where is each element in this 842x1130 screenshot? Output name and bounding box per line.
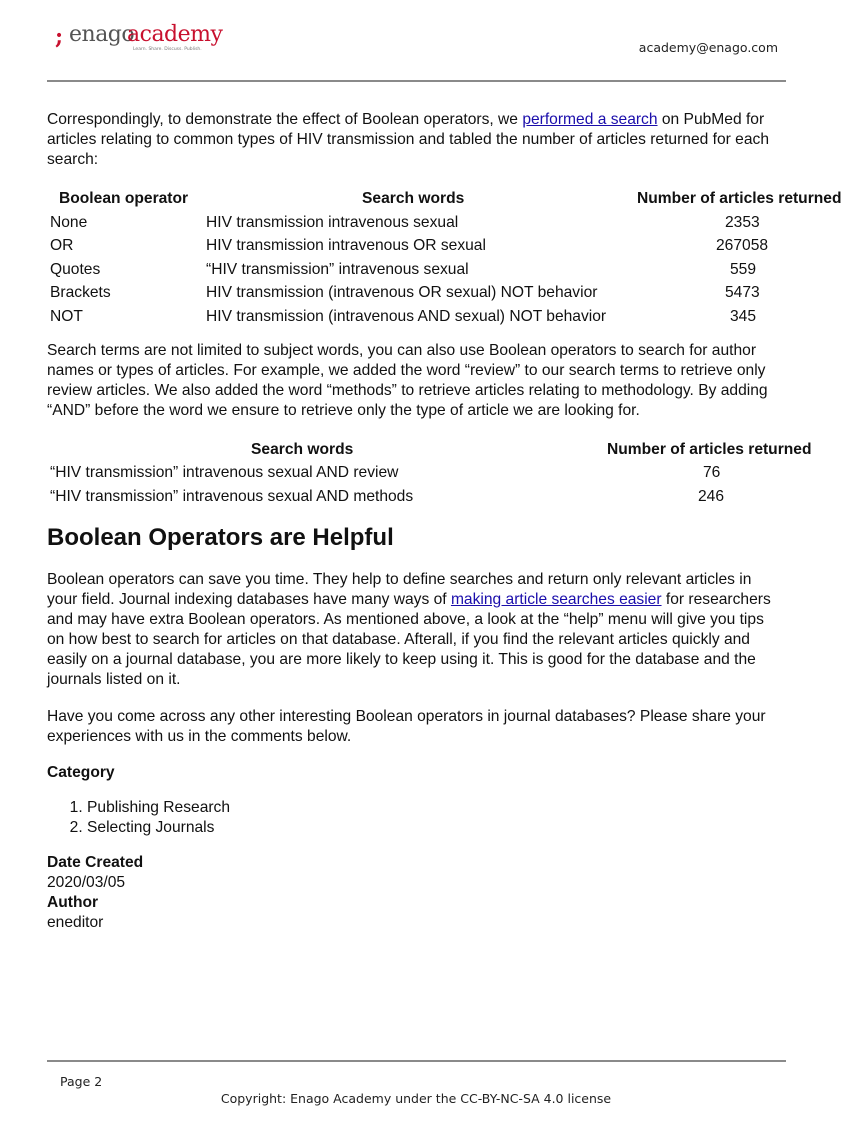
helpful-text-end: for researchers and may have extra Boolean operators. As mentioned above, a look at the “help” menu will give you tips on how best to search for articles on that database. Afterall, if you find the relevant articles quickly and easily on a journal database, you are more likely to keep using it. This is good for the database and the journals listed on it. bbox=[47, 591, 771, 689]
category-list bbox=[47, 798, 782, 838]
date-created-value: 2020/03/05 bbox=[47, 874, 126, 892]
operator-cell: OR bbox=[50, 237, 74, 255]
col-header-number-of-articles: Number of articles returned bbox=[607, 440, 812, 458]
author-value: eneditor bbox=[47, 914, 104, 932]
footer-divider bbox=[47, 1060, 786, 1062]
enago-academy-logo[interactable] bbox=[55, 22, 225, 52]
table-row bbox=[47, 487, 782, 511]
intro-paragraph bbox=[47, 110, 782, 170]
table-header-row bbox=[47, 189, 842, 213]
article-body bbox=[47, 110, 842, 933]
table-row bbox=[47, 236, 782, 260]
author-label: Author bbox=[47, 894, 99, 912]
search-words-cell: HIV transmission (intravenous AND sexual) NOT behavior bbox=[206, 307, 607, 325]
search-words-cell: “HIV transmission” intravenous sexual AND methods bbox=[50, 487, 414, 505]
article-type-table bbox=[47, 440, 812, 511]
category-item-selecting-journals[interactable]: 2. Selecting Journals bbox=[87, 818, 782, 838]
table-header-row bbox=[47, 440, 812, 464]
copyright-notice: Copyright: Enago Academy under the CC-BY-NC-SA 4.0 license bbox=[220, 1091, 612, 1106]
search-words-cell: “HIV transmission” intravenous sexual bbox=[206, 260, 469, 278]
search-words-cell: HIV transmission intravenous OR sexual bbox=[206, 237, 486, 255]
helpful-paragraph bbox=[47, 570, 782, 690]
performed-search-link[interactable]: performed a search bbox=[522, 111, 658, 128]
count-cell: 246 bbox=[698, 487, 725, 505]
table-row bbox=[47, 213, 782, 237]
logo-mark: ; bbox=[55, 24, 64, 50]
search-terms-paragraph: Search terms are not limited to subject words, you can also use Boolean operators to search for author names or types of articles. For example, we added the word “review” to our search terms to retrieve only review articles. We also added the word “methods” to retrieve articles relating to methodology. By adding “AND” before the word we ensure to retrieve only the type of article we are looking for. bbox=[47, 341, 768, 419]
table-row bbox=[47, 463, 782, 487]
col-header-search-words: Search words bbox=[251, 440, 354, 458]
page-number: Page 2 bbox=[60, 1074, 103, 1089]
count-cell: 559 bbox=[730, 260, 757, 278]
comments-paragraph: Have you come across any other interesting Boolean operators in journal databases? Please share your experiences with us in the comments below. bbox=[47, 708, 766, 746]
category-item-publishing-research[interactable]: 1. Publishing Research bbox=[87, 798, 782, 818]
category-label: Category bbox=[47, 764, 115, 782]
count-cell: 76 bbox=[703, 464, 721, 482]
search-words-cell: “HIV transmission” intravenous sexual AND review bbox=[50, 464, 399, 482]
count-cell: 5473 bbox=[725, 284, 760, 302]
search-words-cell: HIV transmission intravenous sexual bbox=[206, 213, 459, 231]
making-searches-easier-link[interactable]: making article searches easier bbox=[450, 591, 662, 609]
operator-cell: NOT bbox=[50, 307, 83, 325]
logo-word-academy: academy bbox=[127, 22, 223, 47]
header-divider bbox=[47, 80, 786, 82]
col-header-boolean-operator: Boolean operator bbox=[59, 190, 189, 207]
count-cell: 267058 bbox=[716, 237, 769, 255]
intro-text-start: Correspondingly, to demonstrate the effect of Boolean operators, we bbox=[47, 111, 523, 128]
header-email: academy@enago.com bbox=[638, 40, 778, 55]
operator-cell: None bbox=[50, 213, 88, 231]
logo-word-enago: enago bbox=[69, 22, 135, 47]
count-cell: 2353 bbox=[725, 213, 760, 231]
table-row bbox=[47, 307, 782, 331]
section-heading: Boolean Operators are Helpful bbox=[47, 524, 394, 552]
intro-text-end: on PubMed for articles relating to common types of HIV transmission and tabled the number of articles returned for each search: bbox=[47, 111, 769, 168]
col-header-number-of-articles: Number of articles returned bbox=[637, 190, 842, 207]
table-row bbox=[47, 260, 782, 284]
helpful-text-start: Boolean operators can save you time. They help to define searches and return only relevant articles in your field. Journal indexing databases have many ways of bbox=[47, 571, 752, 609]
table-row bbox=[47, 283, 782, 307]
date-created-label: Date Created bbox=[47, 854, 144, 872]
boolean-operators-table bbox=[47, 189, 842, 331]
search-words-cell: HIV transmission (intravenous OR sexual) NOT behavior bbox=[206, 284, 598, 302]
logo-tagline: Learn. Share. Discuss. Publish. bbox=[133, 47, 202, 52]
operator-cell: Brackets bbox=[50, 284, 111, 302]
count-cell: 345 bbox=[730, 307, 757, 325]
operator-cell: Quotes bbox=[50, 260, 101, 278]
col-header-search-words: Search words bbox=[362, 190, 465, 207]
page-header bbox=[0, 0, 800, 82]
